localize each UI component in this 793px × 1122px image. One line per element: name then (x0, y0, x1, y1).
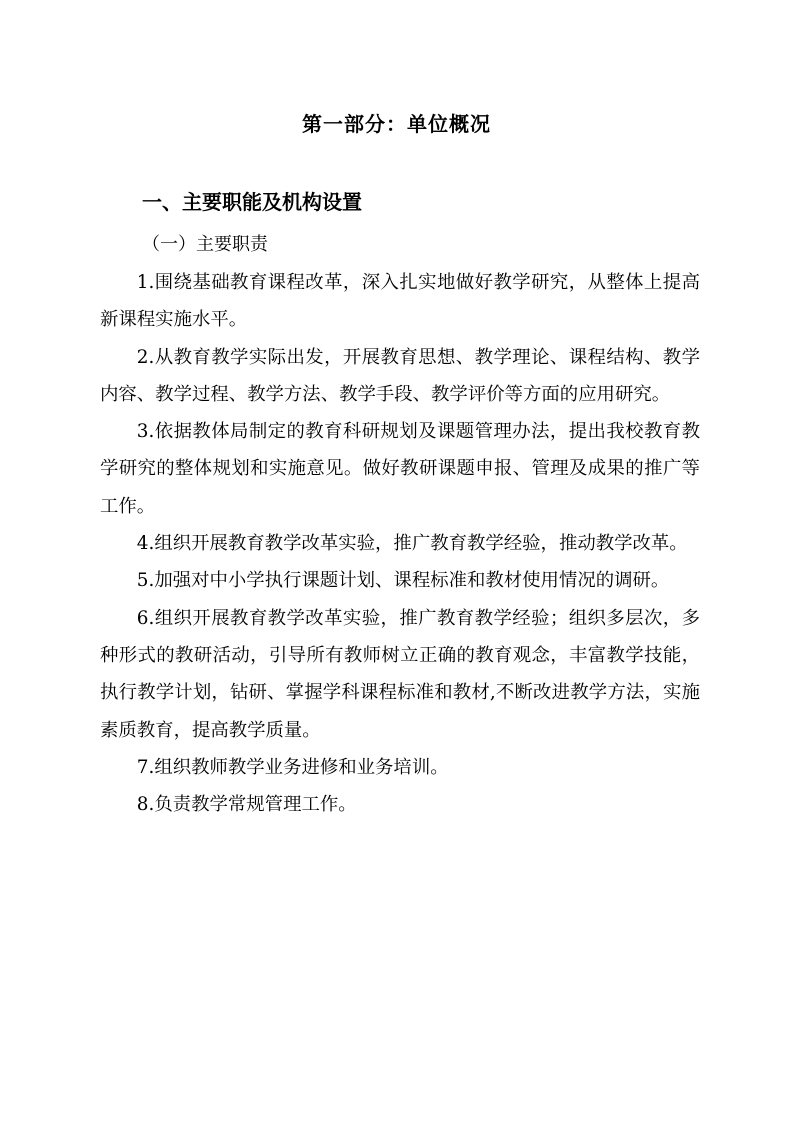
duty-paragraph-8: 8.负责教学常规管理工作。 (136, 794, 357, 816)
section-heading: 一、主要职能及机构设置 (142, 190, 362, 214)
duty-paragraph-7: 7.组织教师教学业务进修和业务培训。 (136, 756, 449, 778)
duties-list (100, 264, 700, 823)
duty-paragraph-1: 1.围绕基础教育课程改革，深入扎实地做好教学研究，从整体上提高新课程实施水平。 (100, 272, 700, 331)
page-title: 第一部分：单位概况 (302, 112, 491, 136)
duty-paragraph-3: 3.依据教体局制定的教育科研规划及课题管理办法，提出我校教育教学研究的整体规划和实施意见。做好教研课题申报、管理及成果的推广等工作。 (100, 421, 700, 517)
subsection-heading: （一）主要职责 (142, 234, 268, 255)
duty-paragraph-2: 2.从教育教学实际出发，开展教育思想、教学理论、课程结构、教学内容、教学过程、教学方法、教学手段、教学评价等方面的应用研究。 (100, 346, 700, 405)
duty-paragraph-6: 6.组织开展教育教学改革实验，推广教育教学经验；组织多层次，多种形式的教研活动，引导所有教师树立正确的教育观念，丰富教学技能，执行教学计划，钻研、掌握学科课程标准和教材,不断改进教学方法，实施素质教育，提高教学质量。 (100, 607, 700, 741)
duty-paragraph-5: 5.加强对中小学执行课题计划、课程标准和教材使用情况的调研。 (136, 570, 670, 592)
duty-paragraph-4: 4.组织开展教育教学改革实验，推广教育教学经验，推动教学改革。 (136, 533, 688, 555)
